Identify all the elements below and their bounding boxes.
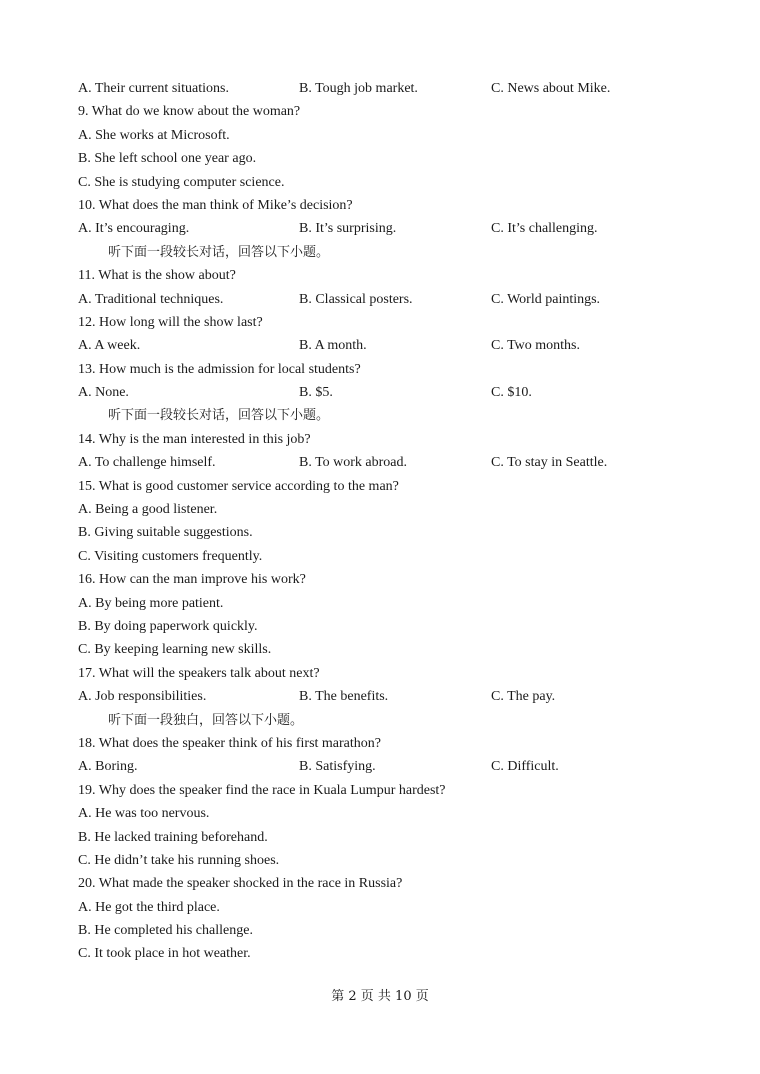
option-a: A. None. — [78, 385, 129, 401]
questions-content — [78, 77, 718, 966]
page-footer: 第 2 页 共 10 页 — [331, 989, 429, 1004]
question-line: C. She is studying computer science. — [78, 174, 285, 190]
question-line: 9. What do we know about the woman? — [78, 104, 301, 120]
question-line: C. He didn’t take his running shoes. — [78, 852, 280, 868]
question-line: B. He completed his challenge. — [78, 923, 253, 939]
option-a: A. It’s encouraging. — [78, 221, 190, 237]
option-a: A. Job responsibilities. — [78, 689, 207, 705]
question-line: 12. How long will the show last? — [78, 314, 263, 330]
question-line: 15. What is good customer service according to the man? — [78, 478, 399, 494]
option-c: C. World paintings. — [491, 291, 601, 307]
question-line: 16. How can the man improve his work? — [78, 572, 306, 588]
option-a: A. Boring. — [78, 759, 138, 775]
option-b: B. To work abroad. — [299, 455, 408, 471]
options-row — [78, 451, 718, 474]
option-c: C. Two months. — [491, 338, 580, 354]
option-b: B. A month. — [299, 338, 367, 354]
options-row — [78, 755, 718, 778]
options-row — [78, 77, 718, 100]
option-b: B. Satisfying. — [299, 759, 376, 775]
question-line: B. By doing paperwork quickly. — [78, 618, 258, 634]
options-row — [78, 381, 718, 404]
option-c: C. $10. — [491, 385, 532, 401]
option-b: B. Tough job market. — [299, 81, 418, 96]
question-line: 18. What does the speaker think of his first marathon? — [78, 735, 381, 751]
section-instruction: 听下面一段较长对话，回答以下小题。 — [108, 244, 330, 260]
option-b: B. The benefits. — [299, 689, 389, 705]
question-line: A. Being a good listener. — [78, 502, 218, 518]
question-line: 20. What made the speaker shocked in the race in Russia? — [78, 876, 403, 892]
question-line: C. It took place in hot weather. — [78, 946, 251, 962]
option-c: C. News about Mike. — [491, 81, 611, 96]
option-a: A. Their current situations. — [78, 81, 229, 96]
question-line: A. He was too nervous. — [78, 806, 210, 822]
options-row — [78, 288, 718, 311]
option-a: A. A week. — [78, 338, 141, 354]
question-line: 11. What is the show about? — [78, 268, 236, 284]
question-line: B. He lacked training beforehand. — [78, 829, 268, 845]
question-line: 10. What does the man think of Mike’s decision? — [78, 197, 353, 213]
option-a: A. To challenge himself. — [78, 455, 216, 471]
question-line: A. He got the third place. — [78, 899, 220, 915]
option-b: B. $5. — [299, 385, 333, 401]
options-row — [78, 217, 718, 240]
option-b: B. Classical posters. — [299, 291, 413, 307]
question-line: C. By keeping learning new skills. — [78, 642, 272, 658]
question-line: B. Giving suitable suggestions. — [78, 525, 253, 541]
question-line: B. She left school one year ago. — [78, 151, 257, 167]
option-c: C. The pay. — [491, 689, 556, 705]
question-line: 17. What will the speakers talk about next? — [78, 665, 320, 681]
section-instruction: 听下面一段独白，回答以下小题。 — [108, 712, 304, 728]
question-line: A. She works at Microsoft. — [78, 127, 230, 143]
option-c: C. It’s challenging. — [491, 221, 598, 237]
option-c: C. Difficult. — [491, 759, 559, 775]
question-line: C. Visiting customers frequently. — [78, 548, 263, 564]
option-c: C. To stay in Seattle. — [491, 455, 608, 471]
question-line: 19. Why does the speaker find the race in Kuala Lumpur hardest? — [78, 782, 446, 798]
options-row — [78, 685, 718, 708]
question-line: 14. Why is the man interested in this job? — [78, 431, 311, 447]
options-row — [78, 334, 718, 357]
option-a: A. Traditional techniques. — [78, 291, 224, 307]
section-instruction: 听下面一段较长对话，回答以下小题。 — [108, 408, 330, 424]
option-b: B. It’s surprising. — [299, 221, 397, 237]
question-line: 13. How much is the admission for local students? — [78, 361, 361, 377]
question-line: A. By being more patient. — [78, 595, 224, 611]
